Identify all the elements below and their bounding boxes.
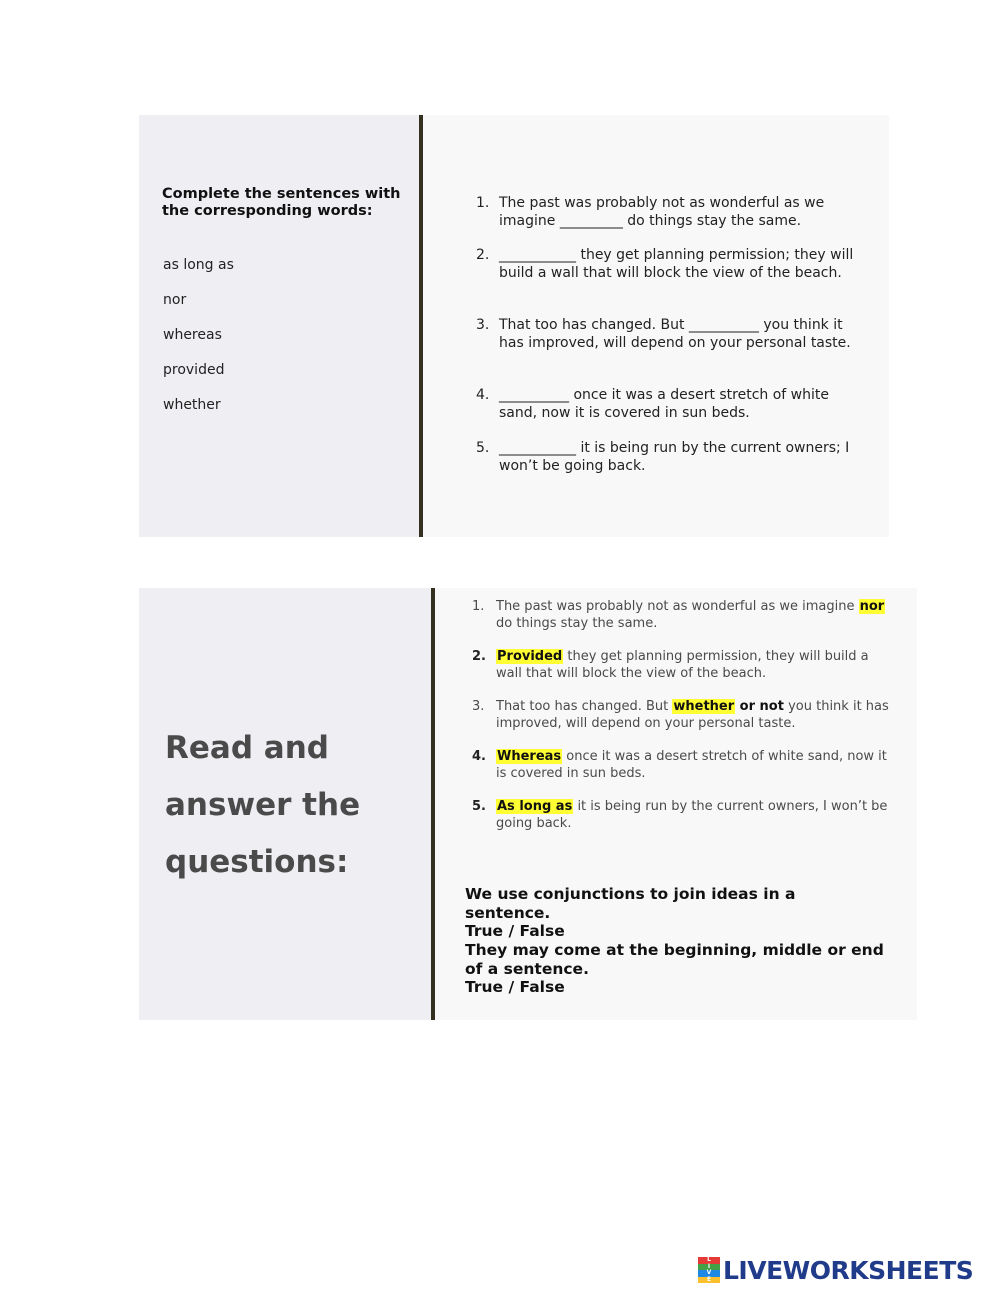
conjunction-extra: or not bbox=[735, 699, 784, 714]
sentence-text-before: The past was probably not as wonderful as we imagine bbox=[496, 599, 859, 614]
highlighted-conjunction: nor bbox=[859, 599, 885, 614]
sentence-number: 2. bbox=[472, 649, 486, 664]
highlighted-conjunction: Provided bbox=[497, 649, 563, 664]
answer-sentences bbox=[472, 598, 892, 832]
exercise-sentences bbox=[476, 194, 866, 475]
exercise-sentence bbox=[476, 194, 866, 246]
sentence-number: 4. bbox=[472, 749, 486, 764]
liveworksheets-logo bbox=[698, 1255, 973, 1285]
highlighted-conjunction: whether bbox=[673, 699, 735, 714]
sentence-text: __________ once it was a desert stretch of white sand, now it is covered in sun beds. bbox=[499, 387, 829, 421]
sentence-number: 3. bbox=[472, 699, 485, 714]
answer-sentence bbox=[472, 748, 892, 798]
exercise-sentence bbox=[476, 246, 866, 316]
sentence-text-before: That too has changed. But bbox=[496, 699, 673, 714]
highlighted-conjunction: Whereas bbox=[497, 749, 562, 764]
answer-sentence bbox=[472, 698, 892, 748]
sentence-text-after: you think it has improved, will depend on your personal taste. bbox=[496, 699, 889, 731]
sentence-text: The past was probably not as wonderful as we imagine _________ do things stay the same. bbox=[499, 195, 825, 229]
logo-text: LIVEWORKSHEETS bbox=[723, 1255, 974, 1285]
sentence-number: 5. bbox=[476, 440, 490, 456]
answer-sentence bbox=[472, 798, 892, 832]
tf-statement: We use conjunctions to join ideas in a sentence. bbox=[465, 885, 796, 922]
sentence-number: 1. bbox=[472, 599, 485, 614]
slide2-title: Read and answer the questions: bbox=[165, 730, 361, 880]
sentence-text: That too has changed. But __________ you think it has improved, will depend on your personal taste. bbox=[499, 317, 851, 351]
true-false-question-1 bbox=[465, 885, 885, 941]
highlighted-conjunction: As long as bbox=[497, 799, 573, 814]
sentence-text-after: do things stay the same. bbox=[496, 616, 658, 631]
sentence-number: 5. bbox=[472, 799, 486, 814]
answer-sentence bbox=[472, 598, 892, 648]
word-bank-item: nor bbox=[163, 292, 187, 308]
logo-mark-icon: L I V E bbox=[698, 1257, 720, 1283]
sentence-text: ___________ it is being run by the current owners; I won’t be going back. bbox=[499, 440, 850, 474]
word-bank bbox=[163, 256, 234, 431]
sentence-number: 2. bbox=[476, 247, 490, 263]
sentence-number: 4. bbox=[476, 387, 490, 403]
word-bank-item: whether bbox=[163, 397, 221, 413]
exercise-sentence bbox=[476, 386, 866, 439]
tf-options[interactable]: True / False bbox=[465, 922, 565, 940]
sentence-text: ___________ they get planning permission; they will build a wall that will block the view of the beach. bbox=[499, 247, 854, 281]
slide1-heading: Complete the sentences with the corresponding words: bbox=[162, 186, 401, 219]
sentence-text-after: once it was a desert stretch of white sand, now it is covered in sun beds. bbox=[496, 749, 887, 781]
exercise-sentence bbox=[476, 316, 866, 386]
sentence-number: 1. bbox=[476, 195, 490, 211]
tf-statement: They may come at the beginning, middle or end of a sentence. bbox=[465, 941, 884, 978]
sentence-text-after: they get planning permission, they will build a wall that will block the view of the beach. bbox=[496, 649, 869, 681]
sentence-number: 3. bbox=[476, 317, 490, 333]
answer-sentence bbox=[472, 648, 892, 698]
exercise-sentence bbox=[476, 439, 866, 475]
word-bank-item: as long as bbox=[163, 257, 234, 273]
tf-options[interactable]: True / False bbox=[465, 978, 565, 996]
word-bank-item: provided bbox=[163, 362, 225, 378]
true-false-question-2 bbox=[465, 941, 885, 997]
sentence-text-after: it is being run by the current owners, I won’t be going back. bbox=[496, 799, 888, 831]
word-bank-item: whereas bbox=[163, 327, 222, 343]
